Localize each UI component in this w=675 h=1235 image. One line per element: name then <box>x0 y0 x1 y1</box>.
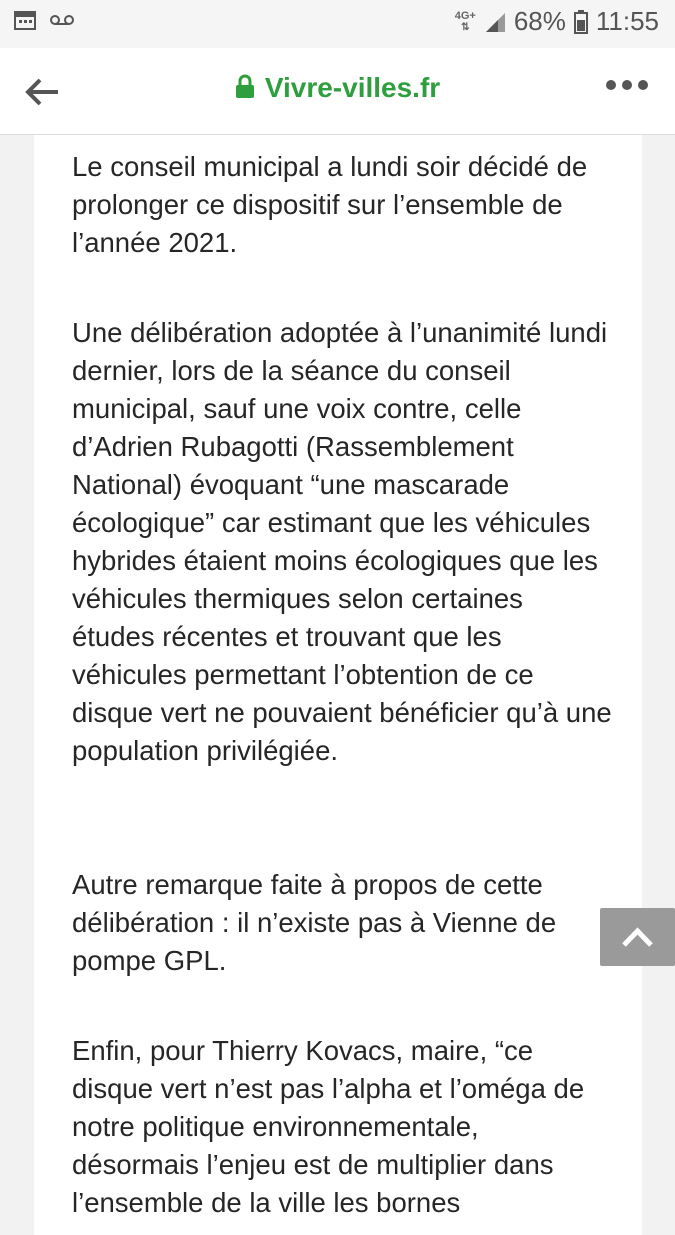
page-content[interactable] <box>0 135 675 1218</box>
voicemail-icon <box>50 13 74 27</box>
url-bar[interactable] <box>0 72 675 104</box>
more-icon <box>605 78 649 92</box>
battery-percent: 68% <box>513 6 566 36</box>
article-paragraph-1: Le conseil municipal a lundi soir décidé de prolonger ce dispositif sur l’ensemble de l’année 2021. <box>72 151 588 258</box>
battery-icon <box>574 10 588 34</box>
article-paragraph-3: Autre remarque faite à propos de cette délibération : il n’existe pas à Vienne de pompe GPL. <box>72 869 557 976</box>
chevron-up-icon <box>600 908 675 966</box>
data-arrows-icon: ⇅ <box>461 21 470 33</box>
status-left-icons <box>14 10 74 30</box>
article-paragraph-4: Enfin, pour Thierry Kovacs, maire, “ce disque vert n’est pas l’alpha et l’oméga de notre politique environnementale, désormais l’enjeu est de multiplier dans l’ensemble de la ville les bornes <box>72 1035 585 1218</box>
status-bar <box>0 0 675 48</box>
browser-toolbar <box>0 48 675 135</box>
lock-icon <box>235 75 255 99</box>
status-right <box>455 6 659 37</box>
more-options-button[interactable] <box>605 78 649 102</box>
network-indicator <box>455 11 476 33</box>
article-paragraph-2: Une délibération adoptée à l’unanimité lundi dernier, lors de la séance du conseil municipal, sauf une voix contre, celle d’Adrien Rubagotti (Rassemblement National) évoquant “une mascarade écologique” car estimant que les véhicules hybrides étaient moins écologiques que les véhicules thermiques selon certaines études récentes et trouvant que les véhicules permettant l’obtention de ce disque vert ne pouvaient bénéficier qu’à une population privilégiée. <box>72 317 612 766</box>
calendar-icon <box>14 10 36 30</box>
clock: 11:55 <box>595 6 659 36</box>
signal-icon <box>484 11 506 33</box>
url-text: Vivre-villes.fr <box>264 72 441 103</box>
network-type: 4G+ <box>454 9 476 22</box>
scroll-to-top-button[interactable] <box>600 908 675 966</box>
